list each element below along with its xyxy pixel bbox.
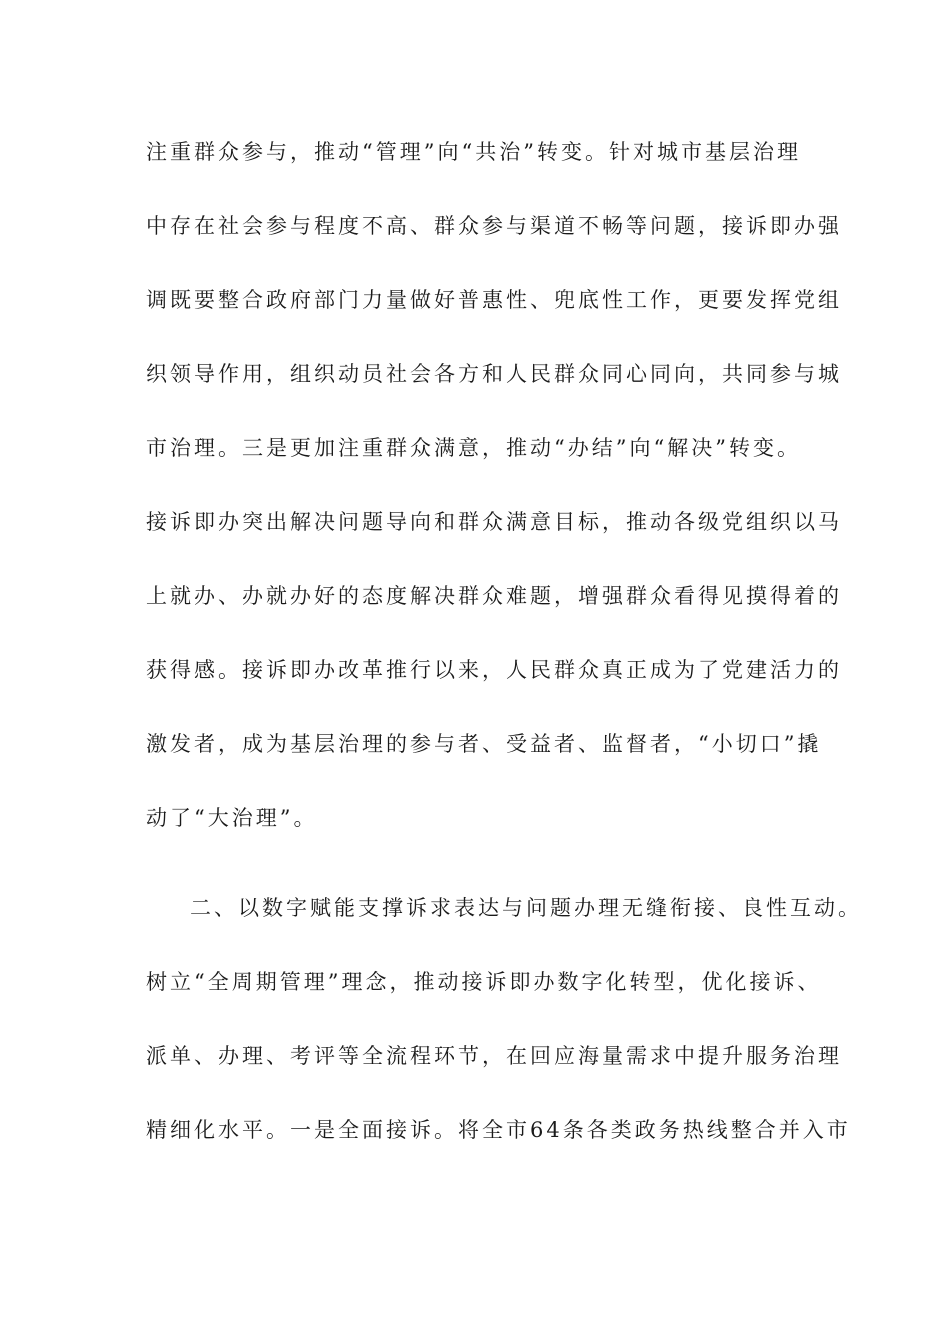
text-line-2: 中存在社会参与程度不高、群众参与渠道不畅等问题，接诉即办强 bbox=[146, 214, 842, 238]
section-heading-line: 二、以数字赋能支撑诉求表达与问题办理无缝衔接、良性互动。 bbox=[190, 896, 862, 920]
text-line-12: 树立“全周期管理”理念，推动接诉即办数字化转型，优化接诉、 bbox=[146, 970, 822, 994]
text-line-8: 获得感。接诉即办改革推行以来，人民群众真正成为了党建活力的 bbox=[146, 658, 842, 682]
text-line-9: 激发者，成为基层治理的参与者、受益者、监督者，“小切口”撬 bbox=[146, 732, 822, 756]
text-line-6: 接诉即办突出解决问题导向和群众满意目标，推动各级党组织以马 bbox=[146, 510, 842, 534]
text-line-1: 注重群众参与，推动“管理”向“共治”转变。针对城市基层治理 bbox=[146, 140, 801, 164]
text-line-13: 派单、办理、考评等全流程环节，在回应海量需求中提升服务治理 bbox=[146, 1044, 842, 1068]
text-line-4: 织领导作用，组织动员社会各方和人民群众同心同向，共同参与城 bbox=[146, 362, 842, 386]
text-line-3: 调既要整合政府部门力量做好普惠性、兜底性工作，更要发挥党组 bbox=[146, 288, 842, 312]
text-line-10: 动了“大治理”。 bbox=[146, 806, 318, 830]
text-line-14: 精细化水平。一是全面接诉。将全市64条各类政务热线整合并入市 bbox=[146, 1118, 851, 1142]
text-line-7: 上就办、办就办好的态度解决群众难题，增强群众看得见摸得着的 bbox=[146, 584, 842, 608]
text-line-5: 市治理。三是更加注重群众满意，推动“办结”向“解决”转变。 bbox=[146, 436, 801, 460]
